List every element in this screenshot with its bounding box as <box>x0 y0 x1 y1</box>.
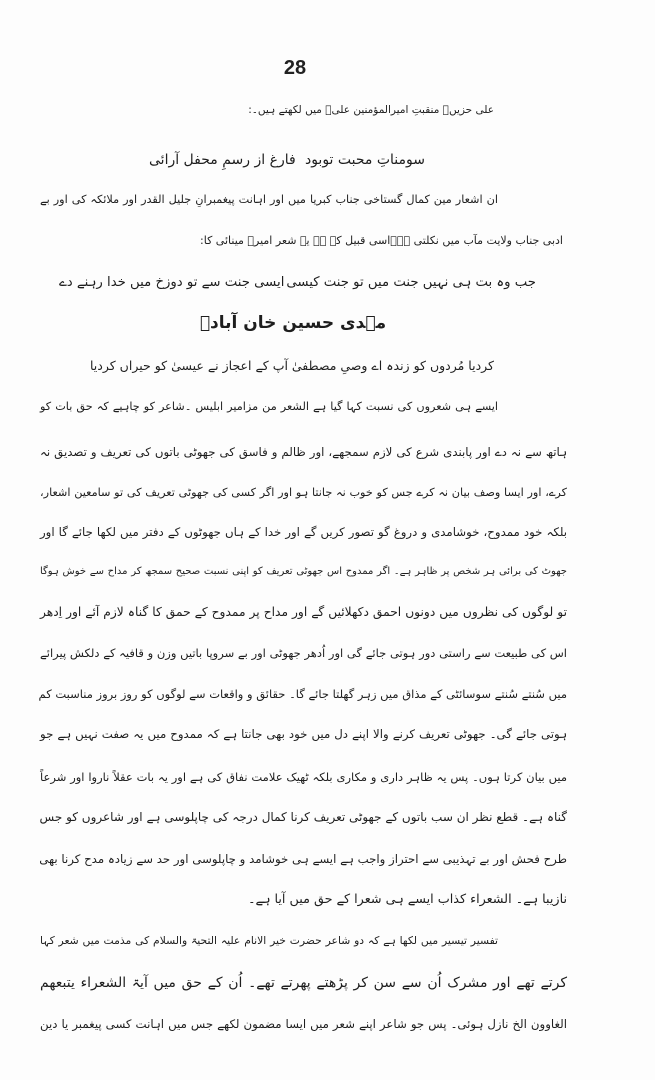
verse-1 <box>149 145 425 175</box>
paragraph-line: ایسے ہی شعروں کی نسبت کہا گیا ہے الشعر من مزامیر ابلیس ۔شاعر کو چاہیے کہ حق بات کو <box>40 400 498 413</box>
paragraph-line: طرح فحش اور بے تہذیبی سے احتراز واجب ہے ایسے ہی خوشامد و چاپلوسی اور حد سے زیادہ مدح کرنا بھی <box>39 852 567 866</box>
paragraph-line: ان اشعار مین کمال گستاخی جناب کبریا میں اور اہانت پیغمبرانِ جلیل القدر اور ملائکہ کی اور بے <box>40 193 498 206</box>
hemistich-right: سومناتِ محبت توبود <box>304 152 425 168</box>
hemistich-left: فارغ از رسمِ محفل آرائی <box>149 152 296 168</box>
paragraph-line: نازیبا ہے۔ الشعراء کذاب ایسے ہی شعرا کے حق میں آیا ہے۔ <box>248 892 567 907</box>
paragraph-line: ہوتی جائے گی۔ جھوٹی تعریف کرنے والا اپنے دل میں خود بھی جانتا ہے کہ ممدوح میں یہ صفت نہیں ہے جو <box>40 727 567 741</box>
section-heading: مہدی حسین خان آبادؔ <box>199 313 387 333</box>
verse-2 <box>59 268 536 298</box>
paragraph-line: کرتے تھے اور مشرک اُن سے سن کر پڑھتے پھرتے تھے۔ اُن کے حق میں آیۃ الشعراء یتبعھم <box>40 975 567 991</box>
intro-line: علی حزیںؔ منقبتِ امیرالمؤمنین علیؑ میں لکھتے ہیں۔: <box>248 104 494 116</box>
paragraph-line: الغاوون الخ نازل ہوئی۔ پس جو شاعر اپنے شعر میں ایسا مضمون لکھے جس میں اہانت کسی پیغمبر یا دین <box>40 1017 567 1031</box>
paragraph-line: تو لوگوں کی نظروں میں دونوں احمق دکھلائیں گے اور مداح پر ممدوح کے حمق کا گناہ لازم آئے اور اِدھر <box>40 605 567 619</box>
paragraph-line: کرے، اور ایسا وصف بیان نہ کرے جس کو خوب نہ جانتا ہو اور اگر کسی کی جھوٹی تعریف کی تو سامعین اشعار، <box>40 486 567 499</box>
paragraph-line: ہاتھ سے نہ دے اور پابندی شرع کی لازم سمجھے، اور ظالم و فاسق کی جھوٹی باتوں کی تعریف و تصدیق نہ <box>40 445 567 459</box>
page-number: 28 <box>283 57 307 79</box>
paragraph-line: میں سُنتے سُنتے سوسائٹی کے مذاق میں زہر گھلتا جائے گا۔ حقائق و واقعات سے لوگوں کو روز بروز مناسبت کم <box>38 687 567 701</box>
paragraph-line: تفسیر تیسیر میں لکھا ہے کہ دو شاعر حضرت خیر الانام علیہ التحیۃ والسلام کی مذمت میں شعر کہا <box>40 934 498 947</box>
paragraph-line: ادبی جناب ولایت مآب میں نکلتی ہے۔اسی قبیل کے ہے یہ شعر امیرؔ مینائی کا: <box>200 234 563 247</box>
verse-3 <box>90 351 494 381</box>
hemistich-left: ایسی جنت سے تو دوزخ میں خدا رہنے دے <box>59 275 285 290</box>
paragraph-line: اس کی طبیعت سے راستی دور ہوتی جائے گی اور اُدھر جھوٹی اور بے سروپا باتیں وزن و قافیہ کے دلکش پیرائے <box>40 646 567 660</box>
paragraph-line: بلکہ خود ممدوح، خوشامدی و دروغ گو تصور کریں گے اور خدا کے ہاں جھوٹوں کے دفتر میں لکھا جائے گا اور <box>40 525 567 539</box>
hemistich-left: آپ کے اعجاز نے عیسیٰ کو حیراں کردیا <box>90 358 288 373</box>
paragraph-line: جھوٹ کی برائی ہر شخص پر ظاہر ہے۔ اگر ممدوح اس جھوٹی تعریف کو اپنی نسبت صحیح سمجھ کر مداح سے خوش ہوگا <box>40 566 567 577</box>
paragraph-line: گناہ ہے۔ قطع نظر ان سب باتوں کے جھوٹی تعریف کرنا کمال درجہ کی چاپلوسی ہے اور شاعروں کو جس <box>39 810 567 824</box>
paragraph-line: میں بیان کرتا ہوں۔ پس یہ ظاہر داری و مکاری بلکہ ٹھیک علامت نفاق کی ہے اور یہ بات عقلاً ناروا اور شرعاً <box>40 770 567 784</box>
hemistich-right: جب وہ بت ہی نہیں جنت میں تو جنت کیسی <box>286 275 536 290</box>
hemistich-right: کردیا مُردوں کو زندہ اے وصیِ مصطفیٰ <box>291 358 494 373</box>
